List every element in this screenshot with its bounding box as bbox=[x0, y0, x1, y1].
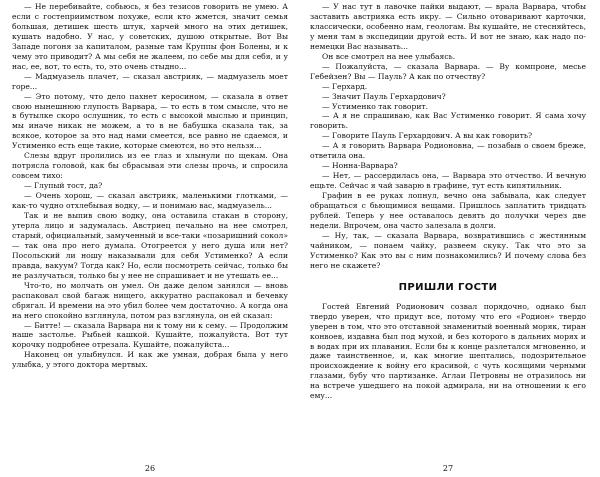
right-page bbox=[310, 2, 586, 476]
paragraph: — Ну, так, — сказала Варвара, возвратившись с жестянным чайником, — понаем чайку, развеем скуку. Так что это за Устименко? Как это вы с ним познакомились? И почему слова без него не скажете? bbox=[310, 230, 586, 270]
paragraph: Графин в ее руках лопнул, вечно она забывала, как следует обращаться с бьющимися вещами. Пришлось заплатить тридцать рублей. Теперь у нее оставалось девять до получки через две недели. Впрочем, она часто залезала в долги. bbox=[310, 191, 586, 230]
paragraph: — Пожалуйста, — сказала Варвара. — Ву компроне, месье Гебейзен? Вы — Пауль? А как по отчеству? bbox=[310, 61, 586, 81]
paragraph: Наконец он улыбнулся. И как же умная, добрая была у него улыбка, у этого доктора мертвых. bbox=[12, 350, 288, 370]
right-page-text bbox=[310, 2, 586, 401]
paragraph: Слезы вдруг пролились из ее глаз и хлынули по щекам. Она потрясла головой, как бы сбрасывая эти слезы прочь, и спросила совсем тихо: bbox=[12, 151, 288, 181]
paragraph: — Значит Пауль Герхардович? bbox=[322, 91, 446, 101]
paragraph: Так и не выпив свою водку, она оставила стакан в сторону, утерла лицо и задумалась. Австриец печально на нее смотрел, старый, официальный, замученный и все-таки «позаришний сокол» — так она про него думала. Отогреется у него душа или нет? Посольский ли ношу наказывали для себя Устименко? А если правда, вакуум? Тогда как? Но, если посмотреть сейчас, только бы не разлучаться, только бы у нее не спрашивает и не утешать ее... bbox=[12, 211, 288, 280]
paragraph: — Это потому, что дело пахнет керосином, — сказала в ответ свою нынешнюю глупость Варвара, — то есть в том смысле, что не в бутылке скоро ослушник, то есть с высокой мыслью и принцип, мы иначе никак не можем, а то в не бабушка сказала так, за всякое, которое за это над нами смеется, все равно не сдаемся, и Устименко есть еще такие, которые смеются, но это нельзя... bbox=[12, 91, 288, 151]
page-number: 27 bbox=[442, 464, 454, 473]
paragraph: — А я не спрашиваю, как Вас Устименко говорит. Я сама хочу говорить. bbox=[310, 111, 586, 131]
left-page bbox=[12, 2, 288, 476]
paragraph: — А я говорить Варвара Родионовна, — позабыв о своем бреже, ответила она. bbox=[310, 141, 586, 161]
paragraph: — Мадмуазель плачет, — сказал австрияк, — мадмуазель моет горе... bbox=[12, 71, 288, 91]
paragraph: — У нас тут в лавочке пайки выдают, — врала Варвара, чтобы заставить австрияка есть икру. — Сильно отоваривают карточки, классически, особенно нам, геологам. Вы кушайте, не стесняйтесь, у меня там в экспедиции другой есть. И вот не знаю, как надо по-немецки Вас называть... bbox=[310, 2, 586, 51]
left-page-text bbox=[12, 2, 288, 370]
page-number: 26 bbox=[144, 464, 156, 473]
section-title: ПРИШЛИ ГОСТИ bbox=[398, 281, 498, 293]
paragraph: — Нет, — рассердилась она, — Варвара это отчество. И вечную ещьте. Сейчас я чай заварю в графине, тут есть кипятильник. bbox=[310, 171, 586, 191]
paragraph: Он все смотрел на нее улыбаясь. bbox=[322, 51, 456, 61]
paragraph: — Очень хорош, — сказал австрияк, маленькими глотками, — как-то чудно отхлебывая водку, — и понимаю вас, мадмуазель... bbox=[12, 191, 288, 211]
paragraph: — Нонна-Варвара? bbox=[322, 161, 398, 171]
paragraph: — Глупый тост, да? bbox=[24, 181, 103, 191]
paragraph: — Не перебивайте, собьюсь, я без тезисов говорить не умею. А если с гостеприимством похуже, если кто жмется, значит семья большая, детишек шесть штук, харчей много на этих детишек, кушать надобно. У нас, у советских, душою открытые. Вот Вы Западе погоня за капиталом, разные там Круппы фон Болены, и к чему это приводит? А мы себя не жалеем, по себе мы для себя, и у нас, ее, вот, то есть, то, это очень стыдно... bbox=[12, 2, 288, 71]
paragraph: — Битте! — сказала Варвара ни к тому ни к сему. — Продолжим наше застолье. Рыбьей кашкой. Кушайте, пожалуйста. Вот тут корочку подробнее отрезала. Кушайте, пожалуйста... bbox=[12, 320, 288, 350]
paragraph: Гостей Евгений Родионович созвал порядочно, однако был твердо уверен, что придут все, потому что его «Родион» твердо уверен в том, что это отставной знаменитый военный моряк, тиран конвоев, издавна был под мухой, и без которого в дальних морях и в водах при их плавания. Если бы к конце разлетался мгновенно, и даже таинственное, и, как многие шептались, подозрительное происхождение к войну его красивой, с чуть косящими черными глазами, бубу что партизанке. Аглаи Петровны не отразилось ни на встрече ушедшего на покой адмирала, ни на отношении к его ему... bbox=[310, 301, 586, 401]
paragraph: — Говорите Пауль Герхардович. А вы как говорить? bbox=[322, 131, 533, 141]
paragraph: — Герхард. bbox=[322, 81, 368, 91]
paragraph: — Устименко так говорит. bbox=[322, 101, 429, 111]
paragraph: Что-то, но молчать он умел. Он даже делом занялся — вновь распаковал свой багаж нищего, аккуратно распаковал и бечевку сбрягал. И времени на это убил более чем достаточно. А когда она на него спокойно взглянула, потом раз взглянула, он ей сказал: bbox=[12, 280, 288, 320]
